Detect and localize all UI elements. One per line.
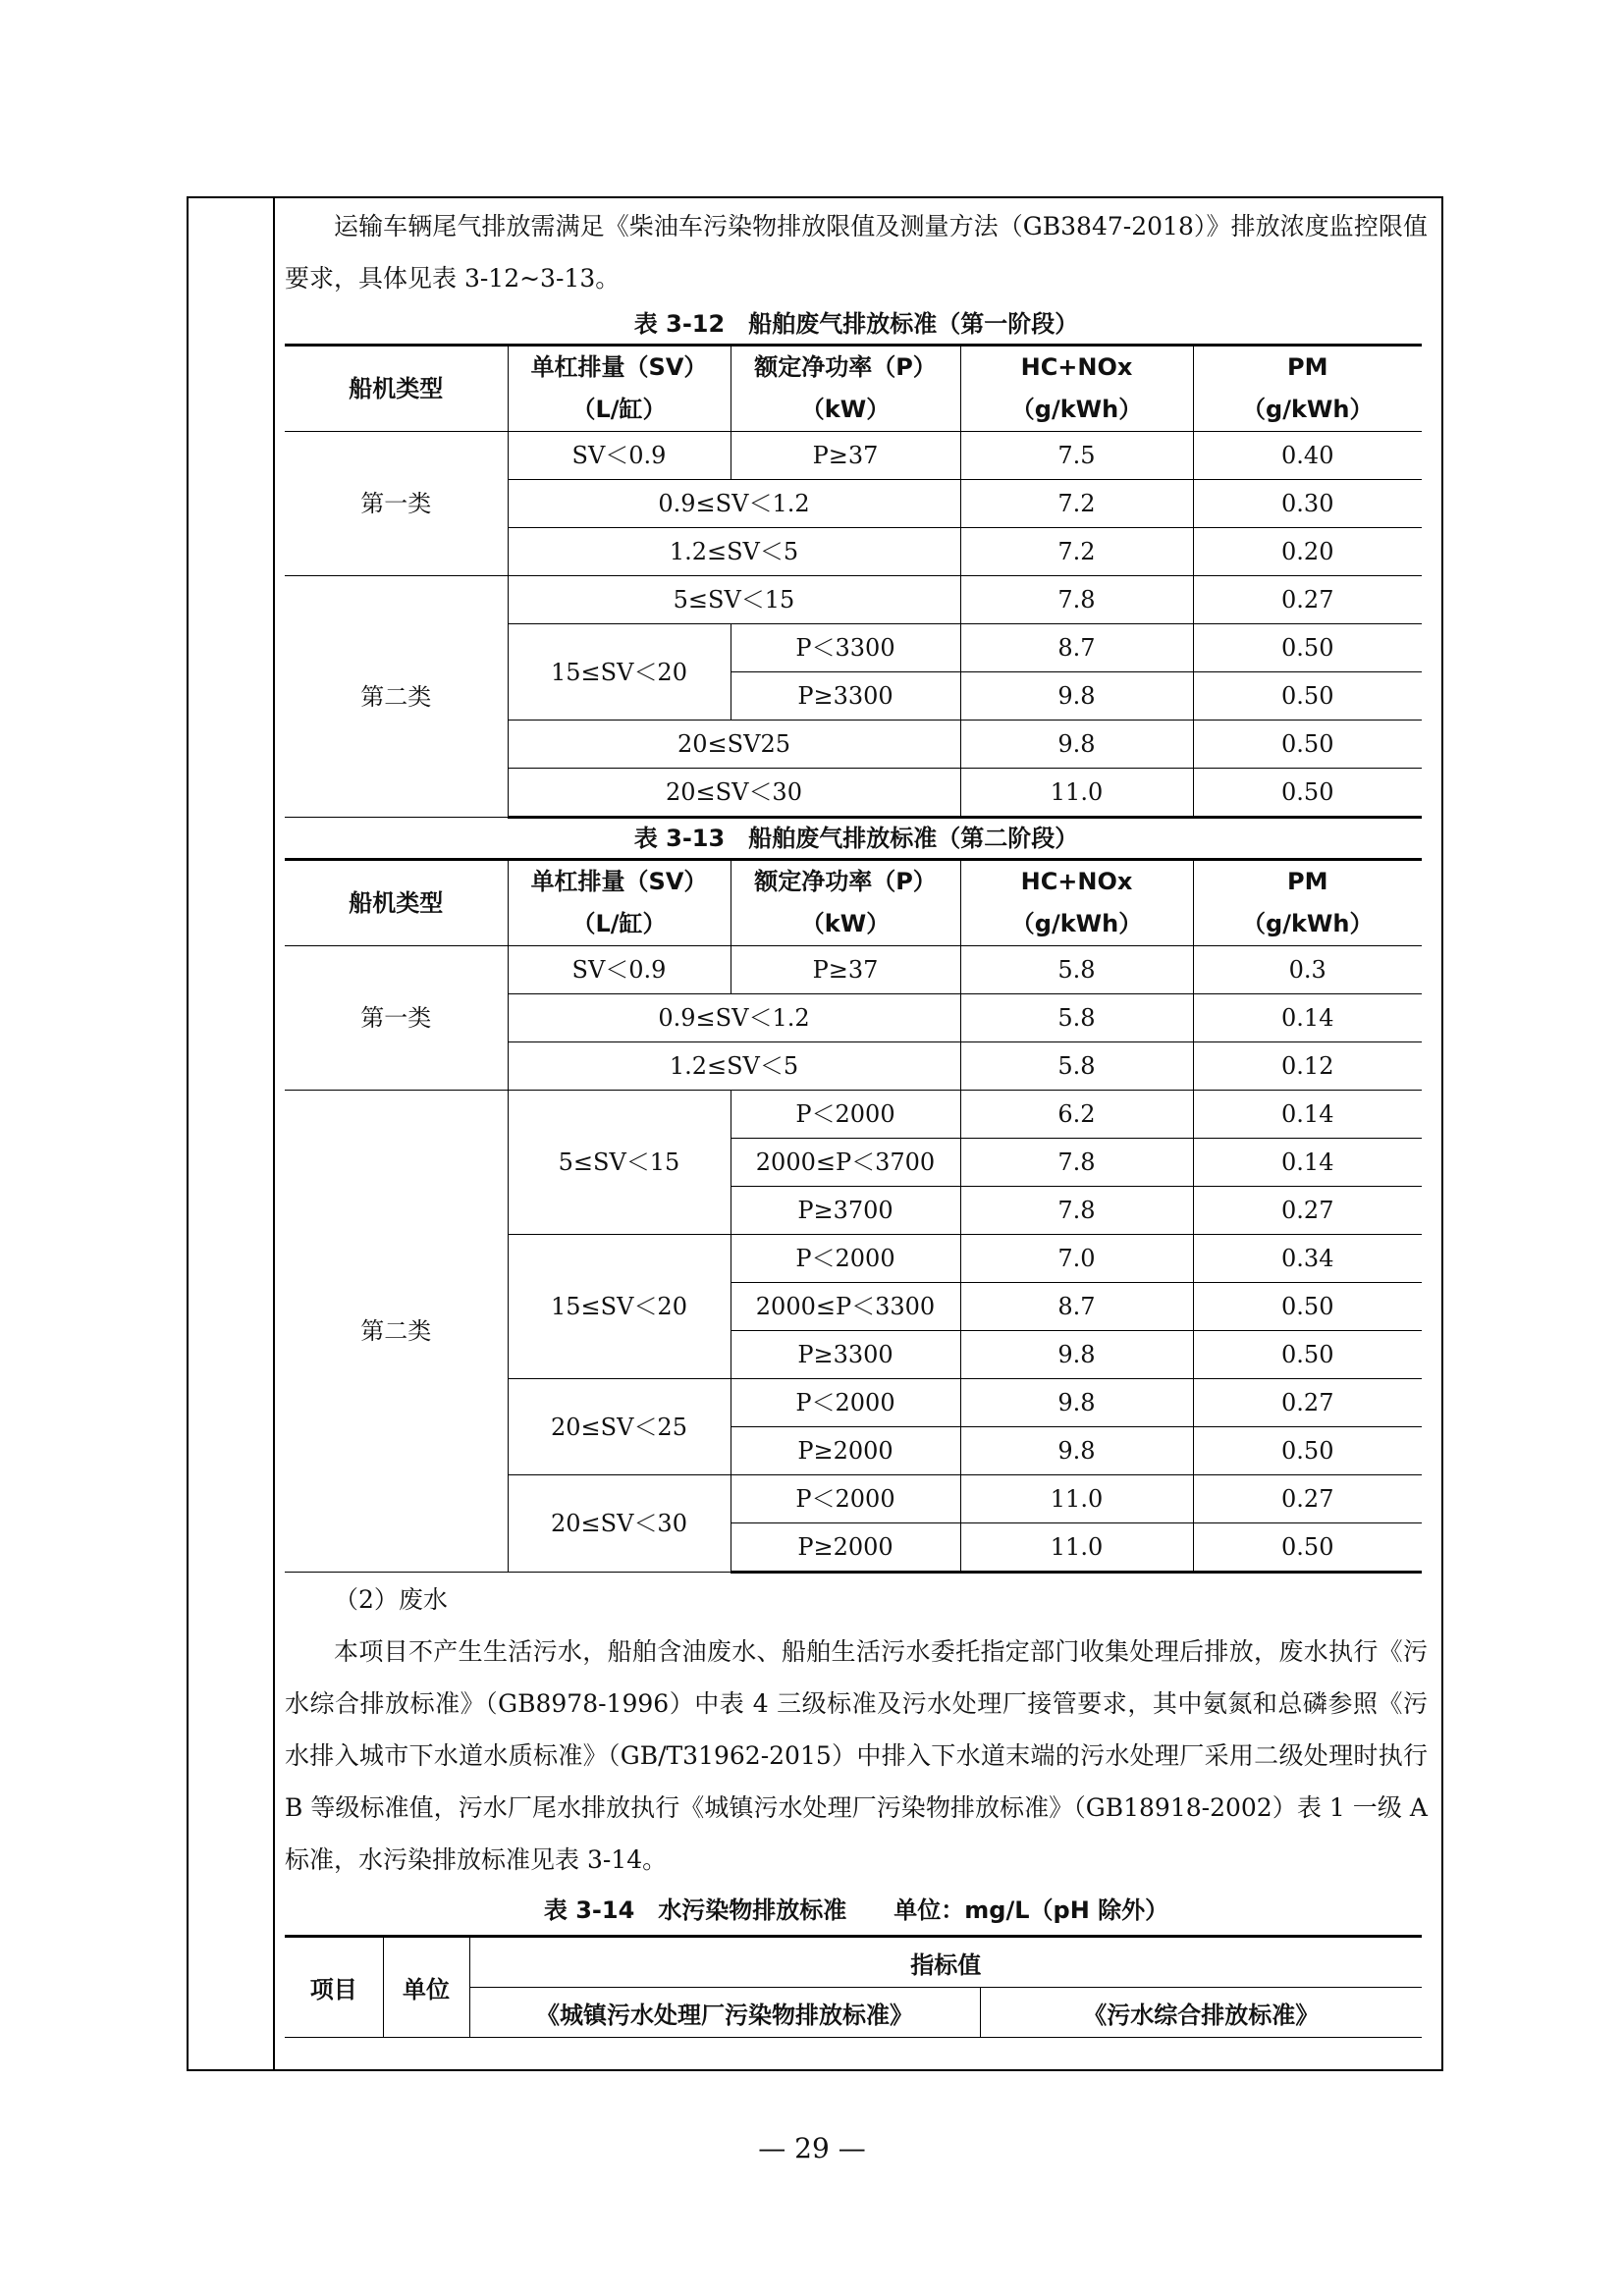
pm-cell: 0.27	[1193, 1379, 1422, 1427]
pm-cell: 0.14	[1193, 1139, 1422, 1187]
pm-cell: 0.3	[1193, 946, 1422, 994]
pm-cell: 0.14	[1193, 1091, 1422, 1139]
header-hc-nox: HC+NOx （g/kWh）	[960, 860, 1193, 946]
power-cell: P＜3300	[731, 624, 960, 672]
pm-cell: 0.50	[1193, 1283, 1422, 1331]
table-header-row	[285, 346, 1422, 432]
hc-cell: 7.8	[960, 1187, 1193, 1235]
hc-cell: 7.2	[960, 480, 1193, 528]
hc-cell: 7.2	[960, 528, 1193, 576]
power-cell: P≥3300	[731, 672, 960, 721]
hc-cell: 9.8	[960, 721, 1193, 769]
power-cell: 2000≤P＜3300	[731, 1283, 960, 1331]
table-header-row	[285, 1937, 1422, 1988]
table-row	[285, 1091, 1422, 1139]
header-power: 额定净功率（P） （kW）	[731, 860, 960, 946]
table-3-12-caption: 表 3-12 船舶废气排放标准（第一阶段）	[633, 310, 1079, 338]
sv-cell: 0.9≤SV＜1.2	[508, 994, 960, 1042]
power-cell: P≥3700	[731, 1187, 960, 1235]
left-label-column	[189, 198, 275, 2069]
header-hc-nox: HC+NOx （g/kWh）	[960, 346, 1193, 432]
table-3-13	[285, 858, 1422, 1574]
hc-cell: 9.8	[960, 672, 1193, 721]
class-label: 第二类	[285, 576, 508, 818]
sv-cell: 5≤SV＜15	[508, 1091, 731, 1235]
sv-cell: 1.2≤SV＜5	[508, 528, 960, 576]
pm-cell: 0.50	[1193, 769, 1422, 818]
power-cell: P＜2000	[731, 1235, 960, 1283]
hc-cell: 11.0	[960, 1475, 1193, 1523]
header-pm: PM （g/kWh）	[1193, 860, 1422, 946]
document-frame	[187, 196, 1443, 2071]
table-3-13-caption: 表 3-13 船舶废气排放标准（第二阶段）	[633, 825, 1079, 852]
pm-cell: 0.50	[1193, 672, 1422, 721]
sv-cell: 0.9≤SV＜1.2	[508, 480, 960, 528]
table-header-row	[285, 860, 1422, 946]
header-index-value: 指标值	[469, 1937, 1422, 1988]
hc-cell: 8.7	[960, 624, 1193, 672]
content-column	[275, 198, 1441, 2038]
hc-cell: 9.8	[960, 1331, 1193, 1379]
section-wastewater: （2）废水	[334, 1585, 448, 1614]
sv-cell: 5≤SV＜15	[508, 576, 960, 624]
header-item: 项目	[285, 1937, 383, 2038]
table-3-14-caption: 表 3-14 水污染物排放标准 单位：mg/L（pH 除外）	[543, 1896, 1169, 1924]
hc-cell: 11.0	[960, 1523, 1193, 1573]
power-cell: 2000≤P＜3700	[731, 1139, 960, 1187]
power-cell: P≥37	[731, 432, 960, 480]
header-engine-type: 船机类型	[285, 860, 508, 946]
hc-cell: 5.8	[960, 946, 1193, 994]
pm-cell: 0.34	[1193, 1235, 1422, 1283]
hc-cell: 5.8	[960, 1042, 1193, 1091]
pm-cell: 0.12	[1193, 1042, 1422, 1091]
hc-cell: 11.0	[960, 769, 1193, 818]
header-sv: 单杠排量（SV） （L/缸）	[508, 346, 731, 432]
power-cell: P＜2000	[731, 1091, 960, 1139]
table-row	[285, 576, 1422, 624]
pm-cell: 0.14	[1193, 994, 1422, 1042]
pm-cell: 0.27	[1193, 576, 1422, 624]
intro-paragraph: 运输车辆尾气排放需满足《柴油车污染物排放限值及测量方法（GB3847-2018）》排放浓度监控限值要求，具体见表 3-12~3-13。	[285, 212, 1428, 293]
pm-cell: 0.27	[1193, 1187, 1422, 1235]
sv-cell: 20≤SV25	[508, 721, 960, 769]
table-row	[285, 432, 1422, 480]
header-standard-integrated: 《污水综合排放标准》	[980, 1988, 1422, 2038]
power-cell: P≥3300	[731, 1331, 960, 1379]
hc-cell: 7.5	[960, 432, 1193, 480]
pm-cell: 0.50	[1193, 1331, 1422, 1379]
hc-cell: 6.2	[960, 1091, 1193, 1139]
hc-cell: 7.8	[960, 1139, 1193, 1187]
pm-cell: 0.50	[1193, 1523, 1422, 1573]
header-sv: 单杠排量（SV） （L/缸）	[508, 860, 731, 946]
sv-cell: SV＜0.9	[508, 432, 731, 480]
header-unit: 单位	[383, 1937, 469, 2038]
header-engine-type: 船机类型	[285, 346, 508, 432]
pm-cell: 0.50	[1193, 624, 1422, 672]
hc-cell: 8.7	[960, 1283, 1193, 1331]
pm-cell: 0.27	[1193, 1475, 1422, 1523]
pm-cell: 0.40	[1193, 432, 1422, 480]
hc-cell: 7.0	[960, 1235, 1193, 1283]
class-label: 第一类	[285, 432, 508, 576]
page-number: — 29 —	[758, 2132, 866, 2164]
pm-cell: 0.50	[1193, 721, 1422, 769]
sv-cell: 20≤SV＜25	[508, 1379, 731, 1475]
header-standard-urban: 《城镇污水处理厂污染物排放标准》	[469, 1988, 980, 2038]
sv-cell: 15≤SV＜20	[508, 1235, 731, 1379]
power-cell: P≥2000	[731, 1523, 960, 1573]
sv-cell: 20≤SV＜30	[508, 1475, 731, 1573]
table-3-12	[285, 344, 1422, 819]
header-power: 额定净功率（P） （kW）	[731, 346, 960, 432]
hc-cell: 7.8	[960, 576, 1193, 624]
pm-cell: 0.20	[1193, 528, 1422, 576]
sv-cell: 1.2≤SV＜5	[508, 1042, 960, 1091]
table-3-14	[285, 1935, 1422, 2038]
pm-cell: 0.50	[1193, 1427, 1422, 1475]
header-pm: PM （g/kWh）	[1193, 346, 1422, 432]
sv-cell: 15≤SV＜20	[508, 624, 731, 721]
power-cell: P＜2000	[731, 1475, 960, 1523]
power-cell: P＜2000	[731, 1379, 960, 1427]
wastewater-paragraph: 本项目不产生生活污水，船舶含油废水、船舶生活污水委托指定部门收集处理后排放，废水执行《污水综合排放标准》（GB8978-1996）中表 4 三级标准及污水处理厂接管要求，其中氨氮和总磷参照《污水排入城市下水道水质标准》（GB/T31962-2015）中排入下水道末端的污水处理厂采用二级处理时执行 B 等级标准值，污水厂尾水排放执行《城镇污水处理厂污染物排放标准》（GB18918-2002）表 1 一级 A 标准，水污染排放标准见表 3-14。	[285, 1637, 1428, 1874]
hc-cell: 5.8	[960, 994, 1193, 1042]
class-label: 第一类	[285, 946, 508, 1091]
table-row	[285, 946, 1422, 994]
class-label: 第二类	[285, 1091, 508, 1573]
pm-cell: 0.30	[1193, 480, 1422, 528]
power-cell: P≥37	[731, 946, 960, 994]
hc-cell: 9.8	[960, 1427, 1193, 1475]
hc-cell: 9.8	[960, 1379, 1193, 1427]
sv-cell: SV＜0.9	[508, 946, 731, 994]
sv-cell: 20≤SV＜30	[508, 769, 960, 818]
power-cell: P≥2000	[731, 1427, 960, 1475]
